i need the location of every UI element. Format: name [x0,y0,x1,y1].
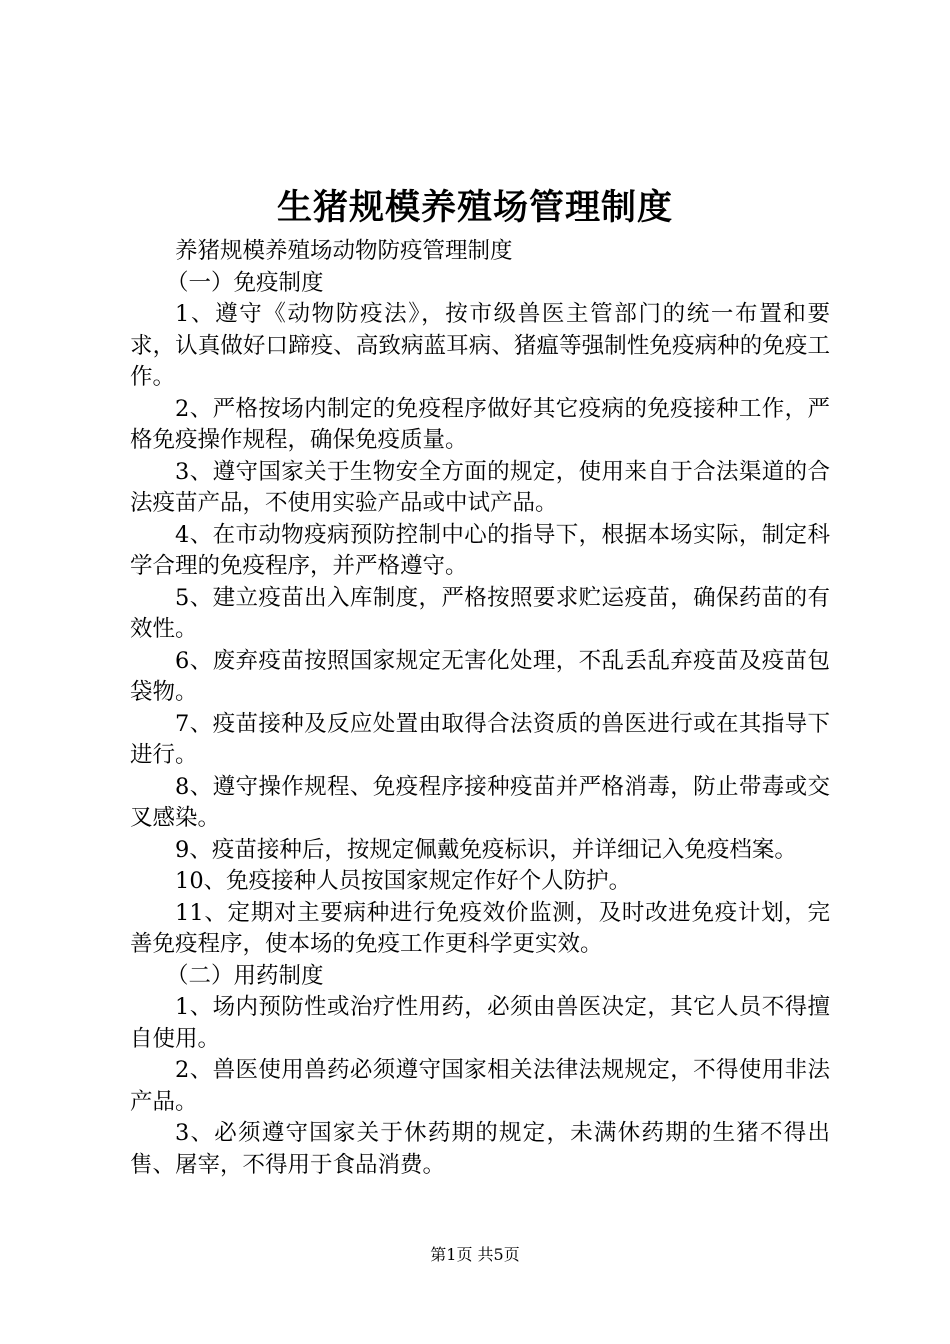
paragraph: 5、建立疫苗出入库制度，严格按照要求贮运疫苗，确保药苗的有效性。 [130,584,830,642]
section-heading-medication: （二）用药制度 [166,962,324,989]
document-title: 生猪规模养殖场管理制度 [276,187,673,228]
page-footer: 第1页 共5页 [430,1245,520,1264]
paragraph: 2、严格按场内制定的免疫程序做好其它疫病的免疫接种工作，严格免疫操作规程，确保免疫质量。 [130,395,830,453]
paragraph: 3、遵守国家关于生物安全方面的规定，使用来自于合法渠道的合法疫苗产品，不使用实验产品或中试产品。 [130,458,830,516]
paragraph: 6、废弃疫苗按照国家规定无害化处理，不乱丢乱弃疫苗及疫苗包袋物。 [130,647,830,705]
paragraph: 2、兽医使用兽药必须遵守国家相关法律法规规定，不得使用非法产品。 [130,1057,830,1115]
paragraph: 9、疫苗接种后，按规定佩戴免疫标识，并详细记入免疫档案。 [175,836,797,863]
paragraph: 1、遵守《动物防疫法》，按市级兽医主管部门的统一布置和要求，认真做好口蹄疫、高致病蓝耳病、猪瘟等强制性免疫病种的免疫工作。 [130,301,830,390]
paragraph: 4、在市动物疫病预防控制中心的指导下，根据本场实际，制定科学合理的免疫程序，并严格遵守。 [130,521,830,579]
section-heading-immunization: （一）免疫制度 [166,269,324,296]
paragraph: 8、遵守操作规程、免疫程序接种疫苗并严格消毒，防止带毒或交叉感染。 [130,773,830,831]
paragraph: 1、场内预防性或治疗性用药，必须由兽医决定，其它人员不得擅自使用。 [130,994,830,1052]
document-body [130,236,830,1181]
paragraph: 3、必须遵守国家关于休药期的规定，未满休药期的生猪不得出售、屠宰，不得用于食品消费。 [130,1120,830,1178]
paragraph-subtitle: 养猪规模养殖场动物防疫管理制度 [175,238,513,264]
paragraph: 11、定期对主要病种进行免疫效价监测，及时改进免疫计划，完善免疫程序，使本场的免疫工作更科学更实效。 [130,899,830,957]
paragraph: 10、免疫接种人员按国家规定作好个人防护。 [175,868,632,894]
paragraph: 7、疫苗接种及反应处置由取得合法资质的兽医进行或在其指导下进行。 [130,710,830,768]
